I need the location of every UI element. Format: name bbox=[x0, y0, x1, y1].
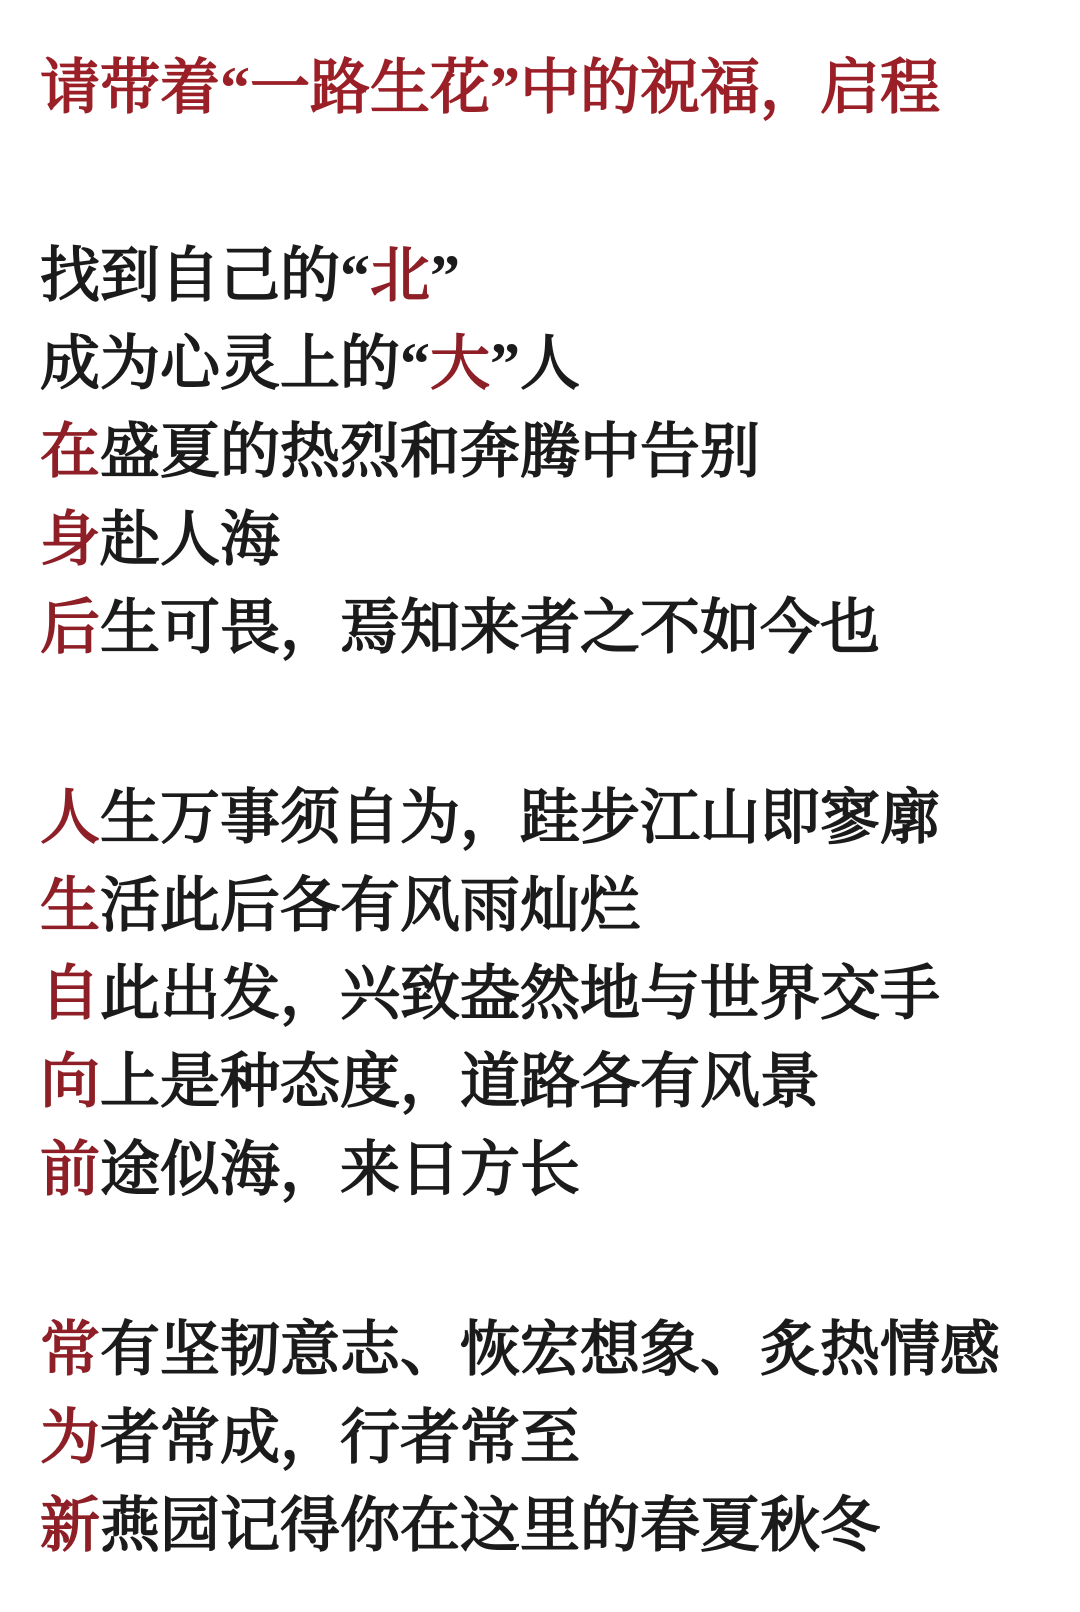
line-7-post: 活此后各有风雨灿烂 bbox=[100, 873, 640, 939]
line-3-post: 盛夏的热烈和奔腾中告别 bbox=[100, 419, 760, 485]
line-1-accent-char: 北 bbox=[370, 243, 430, 309]
line-10-post: 途似海，来日方长 bbox=[100, 1137, 580, 1203]
line-2-accent-char: 大 bbox=[430, 331, 490, 397]
line-1-post: ” bbox=[430, 243, 460, 309]
poem-line-3 bbox=[40, 408, 1050, 496]
poem-line-6 bbox=[40, 774, 1050, 862]
line-12-post: 者常成，行者常至 bbox=[100, 1405, 580, 1471]
line-5-accent-char: 后 bbox=[40, 595, 100, 661]
line-2-post: ”人 bbox=[490, 331, 580, 397]
stanza-2 bbox=[40, 774, 1050, 1214]
poem-line-1 bbox=[40, 232, 1050, 320]
line-12-accent-char: 为 bbox=[40, 1405, 100, 1471]
poem-line-7 bbox=[40, 862, 1050, 950]
line-8-post: 此出发，兴致盎然地与世界交手 bbox=[100, 961, 940, 1027]
line-9-post: 上是种态度，道路各有风景 bbox=[100, 1049, 820, 1115]
line-3-accent-char: 在 bbox=[40, 419, 100, 485]
line-11-post: 有坚韧意志、恢宏想象、炙热情感 bbox=[100, 1317, 1000, 1383]
poem-line-4 bbox=[40, 496, 1050, 584]
line-4-accent-char: 身 bbox=[40, 507, 100, 573]
line-11-accent-char: 常 bbox=[40, 1317, 100, 1383]
line-6-accent-char: 人 bbox=[40, 785, 100, 851]
poem-line-12 bbox=[40, 1394, 1050, 1482]
line-7-accent-char: 生 bbox=[40, 873, 100, 939]
poster-title: 请带着“一路生花”中的祝福，启程 bbox=[40, 55, 940, 121]
poem-line-13 bbox=[40, 1482, 1050, 1570]
line-1-pre: 找到自己的“ bbox=[40, 243, 370, 309]
line-2-pre: 成为心灵上的“ bbox=[40, 331, 430, 397]
stanza-1 bbox=[40, 232, 1050, 672]
stanza-3 bbox=[40, 1306, 1050, 1570]
poem-line-8 bbox=[40, 950, 1050, 1038]
line-4-post: 赴人海 bbox=[100, 507, 280, 573]
poem-line-11 bbox=[40, 1306, 1050, 1394]
line-8-accent-char: 自 bbox=[40, 961, 100, 1027]
poem-line-5 bbox=[40, 584, 1050, 672]
line-9-accent-char: 向 bbox=[40, 1049, 100, 1115]
line-6-post: 生万事须自为，跬步江山即寥廓 bbox=[100, 785, 940, 851]
poem-line-2 bbox=[40, 320, 1050, 408]
line-13-accent-char: 新 bbox=[40, 1493, 100, 1559]
poem-line-9 bbox=[40, 1038, 1050, 1126]
poem-line-10 bbox=[40, 1126, 1050, 1214]
line-10-accent-char: 前 bbox=[40, 1137, 100, 1203]
line-5-post: 生可畏，焉知来者之不如今也 bbox=[100, 595, 880, 661]
line-13-post: 燕园记得你在这里的春夏秋冬 bbox=[100, 1493, 880, 1559]
